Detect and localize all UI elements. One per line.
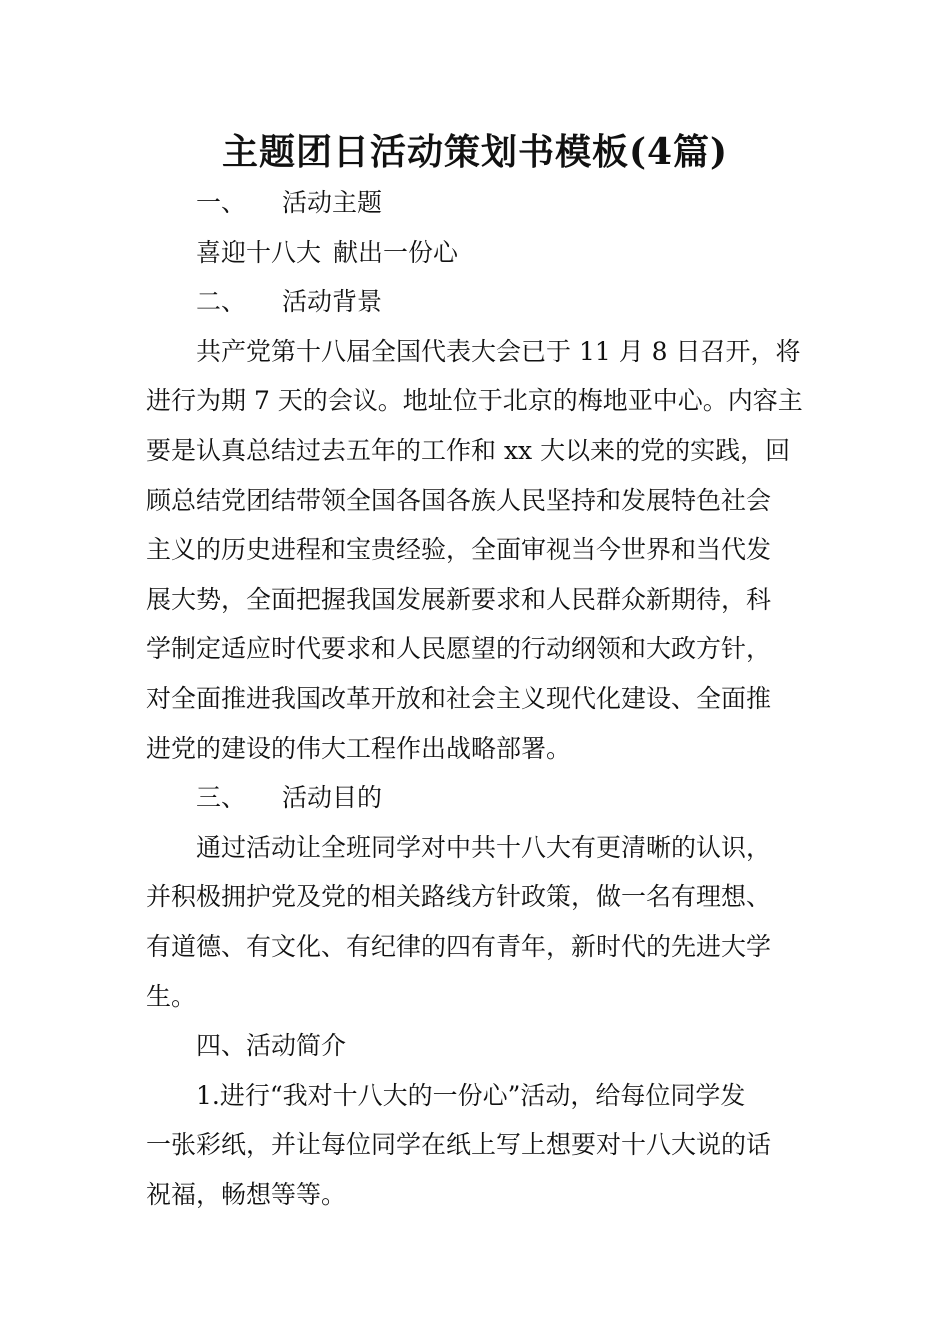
paragraph-line: 祝福，畅想等等。	[146, 1179, 347, 1209]
section-title: 活动主题	[282, 188, 383, 217]
theme-text: 喜迎十八大	[196, 237, 322, 267]
paragraph-line: 1.进行“我对十八大的一份心”活动，给每位同学发	[196, 1080, 746, 1110]
paragraph-line: 学制定适应时代要求和人民愿望的行动纲领和大政方针，	[146, 634, 772, 664]
section-number: 二、	[196, 287, 247, 317]
paragraph-line: 进行为期 7 天的会议。地址位于北京的梅地亚中心。内容主	[146, 386, 803, 416]
activity-theme	[146, 228, 806, 278]
theme-text: 献出一份心	[333, 237, 459, 267]
paragraph-line: 有道德、有文化、有纪律的四有青年，新时代的先进大学	[146, 931, 772, 961]
paragraph-line: 对全面推进我国改革开放和社会主义现代化建设、全面推	[146, 683, 772, 713]
section-title: 活动目的	[282, 783, 383, 813]
paragraph-line: 并积极拥护党及党的相关路线方针政策，做一名有理想、	[146, 882, 772, 912]
document-title: 主题团日活动策划书模板(4篇)	[221, 131, 729, 173]
document-body	[146, 178, 806, 1219]
section-heading: 四、活动简介	[196, 1031, 347, 1061]
section-heading	[146, 277, 806, 327]
paragraph-line: 主义的历史进程和宝贵经验，全面审视当今世界和当代发	[146, 535, 772, 565]
section-title: 活动背景	[282, 287, 383, 317]
paragraph-line: 展大势，全面把握我国发展新要求和人民群众新期待，科	[146, 584, 772, 614]
paragraph-line: 通过活动让全班同学对中共十八大有更清晰的认识，	[196, 832, 772, 862]
section-heading	[146, 178, 806, 228]
section-number: 一、	[196, 188, 247, 217]
section-number: 三、	[196, 783, 247, 813]
paragraph-line: 生。	[146, 981, 197, 1011]
section-heading	[146, 773, 806, 823]
paragraph-line: 进党的建设的伟大工程作出战略部署。	[146, 733, 572, 763]
paragraph-line: 一张彩纸，并让每位同学在纸上写上想要对十八大说的话	[146, 1130, 772, 1160]
paragraph-line: 共产党第十八届全国代表大会已于 11 月 8 日召开，将	[196, 336, 801, 366]
paragraph-line: 要是认真总结过去五年的工作和 xx 大以来的党的实践，回	[146, 435, 791, 465]
paragraph-line: 顾总结党团结带领全国各国各族人民坚持和发展特色社会	[146, 485, 772, 515]
